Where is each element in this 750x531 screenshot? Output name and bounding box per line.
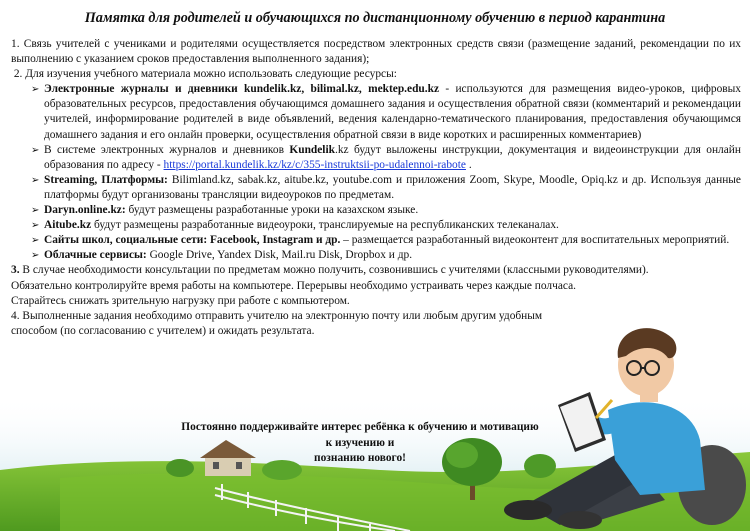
kundelik-instructions-link[interactable]: https://portal.kundelik.kz/kz/c/355-instruktsii-po-udalennoi-rabote bbox=[163, 158, 466, 171]
resource-text: .kz будут выложены инструкции, документация и видеоинструкции для онлайн образования по адресу - bbox=[44, 143, 741, 171]
resource-text: будут размещены разработанные уроки на казахском языке. bbox=[125, 204, 419, 217]
resource-item-daryn bbox=[31, 203, 741, 218]
resource-item-aitube bbox=[31, 218, 741, 233]
resource-title: Электронные журналы и дневники kundelik.kz, bilimal.kz, mektep.edu.kz bbox=[44, 83, 439, 96]
resource-item-streaming bbox=[31, 173, 741, 203]
item-4: 4. Выполненные задания необходимо отправить учителю на электронную почту или любым другим удобным способом (по согласованию с учителем) и ожидать результата. bbox=[11, 309, 543, 337]
resource-item-school-sites bbox=[31, 233, 741, 248]
resource-text: – размещается разработанный видеоконтент для воспитательных мероприятий. bbox=[340, 234, 730, 247]
resource-item-cloud bbox=[31, 248, 741, 263]
item-3-text: В случае необходимости консультации по предметам можно получить, созвонившись с учителями (классными руководителями). bbox=[19, 264, 649, 277]
item-2: 2. Для изучения учебного материала можно использовать следующие ресурсы: bbox=[11, 68, 397, 81]
closing-line-1: Постоянно поддерживайте интерес ребёнка к обучению и мотивацию bbox=[181, 421, 539, 433]
resource-title: Daryn.online.kz: bbox=[44, 204, 126, 217]
resource-title: Сайты школ, социальные сети: Facebook, Instagram и др. bbox=[44, 234, 341, 247]
resource-text: - используются для размещения видео-уроков, цифровых образовательных ресурсов, предоставления обучающимся домашнего задания и осуществления обратной связи (комментарий и рекомендации учителей, информирование родителей в виде объявлений, ведения календарно-тематического планирования, предоставления обучающимся домашнего задания и его онлайн проверки, осуществления обратной связи в виде коротких и расширенных комментариев) bbox=[44, 83, 741, 141]
resource-text: В системе электронных журналов и дневников bbox=[44, 143, 290, 156]
memo-content bbox=[11, 37, 741, 339]
page-title: Памятка для родителей и обучающихся по дистанционному обучению в период карантина bbox=[84, 10, 666, 26]
resource-text: Bilimland.kz, sabak.kz, aitube.kz, youtube.com и приложения Zoom, Skype, Moodle, Opiq.kz и др. Используя данные платформы будут организованы трансляции видеоуроков по предметам. bbox=[44, 173, 741, 201]
closing-line-3: познанию нового! bbox=[314, 452, 406, 464]
eyes-note: Старайтесь снижать зрительную нагрузку при работе с компьютером. bbox=[11, 294, 350, 307]
resource-item-journals bbox=[31, 82, 741, 142]
item-3 bbox=[11, 263, 741, 278]
resource-item-kundelik bbox=[31, 143, 741, 173]
resource-text: Google Drive, Yandex Disk, Mail.ru Disk, Dropbox и др. bbox=[146, 249, 413, 262]
resource-title: Aitube.kz bbox=[44, 219, 92, 232]
resource-text: будут размещены разработанные видеоуроки, транслируемые на республиканских телеканалах. bbox=[91, 219, 559, 232]
control-note: Обязательно контролируйте время работы на компьютере. Перерывы необходимо устраивать через каждые полчаса. bbox=[11, 279, 576, 292]
resources-list bbox=[11, 82, 741, 263]
closing-line-2: к изучению и bbox=[325, 436, 395, 449]
resource-title: Streaming, Платформы: bbox=[44, 173, 168, 186]
item-1: 1. Связь учителей с учениками и родителями осуществляется посредством электронных средств связи (размещение заданий, рекомендации по их выполнению с указанием сроков предоставления выполненного задания); bbox=[11, 38, 741, 66]
resource-title: Облачные сервисы: bbox=[44, 249, 147, 262]
resource-text: . bbox=[465, 158, 472, 171]
resource-title: Kundelik bbox=[289, 143, 335, 156]
item-3-number: 3. bbox=[11, 264, 20, 277]
closing-message bbox=[150, 420, 570, 467]
